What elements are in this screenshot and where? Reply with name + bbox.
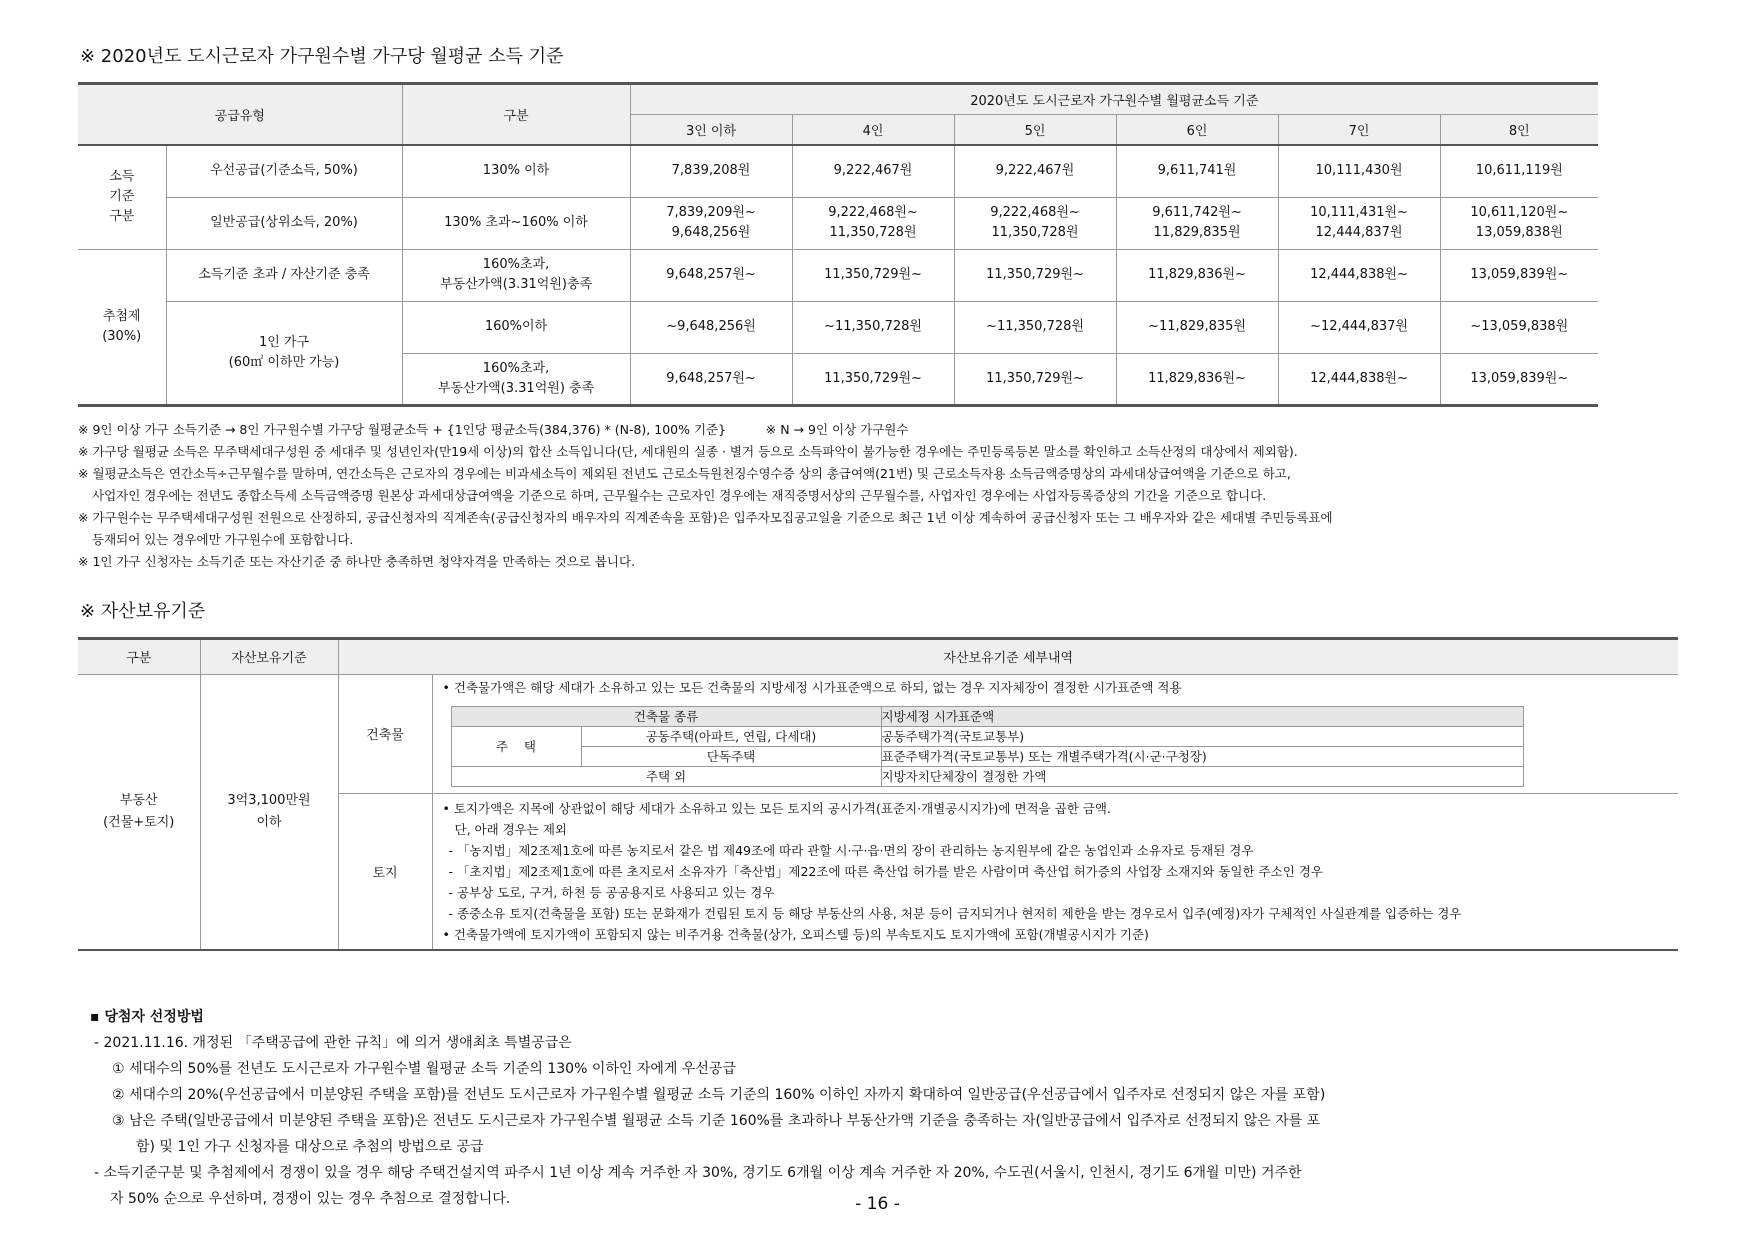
land-line: - 「농지법」제2조제1호에 따른 농지로서 같은 법 제49조에 따라 관할 시·구·읍·면의 장이 관리하는 농지원부에 같은 농업인과 소유자로 등재된 경우 [448, 842, 1254, 858]
note-line: ※ 월평균소득은 연간소득÷근무월수를 말하며, 연간소득은 근로자의 경우에는 비과세소득이 제외된 전년도 근로소득원천징수영수증 상의 총급여액(21번) 및 근로소득자용 소득금액증명상의 과세대상급여액을 기준으로 하고, [78, 465, 1291, 481]
cell-value: ~11,350,728원 [954, 301, 1116, 353]
note-line: 사업자인 경우에는 전년도 종합소득세 소득금액증명 원본상 과세대상급여액을 기준으로 하며, 근무월수는 근로자인 경우에는 재직증명서상의 근무월수를, 사업자인 경우에는 사업자등록증상의 기간을 기준으로 합니다. [92, 487, 1267, 503]
winner-line: 함) 및 1인 가구 신청자를 대상으로 추첨의 방법으로 공급 [136, 1139, 484, 1155]
winner-line: - 2021.11.16. 개정된 「주택공급에 관한 규칙」에 의거 생애최초 특별공급은 [94, 1035, 572, 1051]
cell-value: 11,350,729원~ [954, 249, 1116, 301]
cell-value: 13,059,839원~ [1440, 249, 1598, 301]
header-col-4: 4인 [792, 115, 954, 146]
land-line: • 토지가액은 지목에 상관없이 해당 세대가 소유하고 있는 모든 토지의 공시가격(표준지·개별공시지가)에 면적을 곱한 금액. [442, 800, 1111, 816]
inner-cell: 지방자치단체장이 결정한 가액 [881, 766, 1523, 786]
winner-title: ▪ 당첨자 선정방법 [90, 1009, 204, 1025]
cell-value: 9,222,467원 [954, 145, 1116, 197]
inner-cell: 표준주택가격(국토교통부) 또는 개별주택가격(시·군·구청장) [881, 746, 1523, 766]
cell-value: 9,222,468원~ 11,350,728원 [954, 197, 1116, 249]
inner-cell: 공동주택가격(국토교통부) [881, 726, 1523, 746]
row-type: 우선공급(기준소득, 50%) [166, 145, 402, 197]
building-desc: • 건축물가액은 해당 세대가 소유하고 있는 모든 건축물의 지방세정 시가표준액으로 하되, 없는 경우 지자체장이 결정한 시가표준액 적용 [442, 679, 1182, 695]
cell-value: 12,444,838원~ [1278, 249, 1440, 301]
winner-line: ① 세대수의 50%를 전년도 도시근로자 가구원수별 월평균 소득 기준의 130% 이하인 자에게 우선공급 [112, 1061, 736, 1077]
cell-value: 12,444,838원~ [1278, 353, 1440, 405]
cell-value: 11,829,836원~ [1116, 249, 1278, 301]
building-type-table [451, 706, 1524, 787]
cell-value: 11,350,729원~ [792, 249, 954, 301]
cell-value: 7,839,209원~ 9,648,256원 [630, 197, 792, 249]
cell-value: 9,611,742원~ 11,829,835원 [1116, 197, 1278, 249]
cell-value: 11,350,729원~ [792, 353, 954, 405]
cell-value: 11,829,836원~ [1116, 353, 1278, 405]
cell-value: 7,839,208원 [630, 145, 792, 197]
winner-line: 자 50% 순으로 우선하며, 경쟁이 있는 경우 추첨으로 결정합니다. [110, 1191, 511, 1207]
inner-house-label: 주 택 [451, 726, 581, 766]
table-row [78, 197, 1598, 249]
header-supply-type: 공급유형 [78, 84, 402, 146]
header-col-6: 6인 [1116, 115, 1278, 146]
header-col-5: 5인 [954, 115, 1116, 146]
cell-value: 9,611,741원 [1116, 145, 1278, 197]
building-label: 건축물 [338, 674, 432, 793]
cell-value: 10,111,431원~ 12,444,837원 [1278, 197, 1440, 249]
inner-cell: 단독주택 [581, 746, 881, 766]
land-line: - 「초지법」제2조제1호에 따른 초지로서 소유자가「축산법」제22조에 따른 축산업 허가를 받은 사람이며 축산업 허가증의 사업장 소재지와 동일한 주소인 경우 [448, 863, 1323, 879]
cell-value: 9,648,257원~ [630, 249, 792, 301]
page [78, 44, 1678, 951]
asset-category: 부동산 (건물+토지) [78, 674, 200, 950]
winner-line: ② 세대수의 20%(우선공급에서 미분양된 주택을 포함)를 전년도 도시근로자 가구원수별 월평균 소득 기준의 160% 이하인 자까지 확대하여 일반공급(우선공급에서 입주자로 선정되지 않은 자를 포함) [112, 1087, 1326, 1103]
inner-cell: 공동주택(아파트, 연립, 다세대) [581, 726, 881, 746]
winner-line: ③ 남은 주택(일반공급에서 미분양된 주택을 포함)은 전년도 도시근로자 가구원수별 월평균 소득 기준 160%를 초과하나 부동산가액 기준을 충족하는 자(일반공급에서 입주자로 선정되지 않은 자를 포 [112, 1113, 1321, 1129]
lottery-group-label: 추첨제 (30%) [78, 249, 166, 405]
asset-header-category: 구분 [78, 638, 200, 674]
row-type: 일반공급(상위소득, 20%) [166, 197, 402, 249]
cell-value: 13,059,839원~ [1440, 353, 1598, 405]
cell-value: 9,222,468원~ 11,350,728원 [792, 197, 954, 249]
inner-head-value: 지방세정 시가표준액 [881, 706, 1523, 726]
cell-value: ~9,648,256원 [630, 301, 792, 353]
income-table [78, 82, 1598, 407]
table-row [78, 249, 1598, 301]
land-label: 토지 [338, 793, 432, 950]
page-number: - 16 - [855, 1194, 900, 1214]
asset-header-standard: 자산보유기준 [200, 638, 338, 674]
note-line: ※ 가구당 월평균 소득은 무주택세대구성원 중 세대주 및 성년인자(만19세 이상)의 합산 소득입니다(단, 세대원의 실종 · 별거 등으로 소득파악이 불가능한 경우에는 주민등록등본 말소를 확인하고 소득산정의 대상에서 제외함). [78, 443, 1298, 459]
cell-value: 10,611,119원 [1440, 145, 1598, 197]
land-line: 단, 아래 경우는 제외 [454, 821, 567, 837]
cell-value: 10,611,120원~ 13,059,838원 [1440, 197, 1598, 249]
note-line: 등재되어 있는 경우에만 가구원수에 포함합니다. [92, 531, 354, 547]
income-notes [78, 419, 1678, 573]
asset-standard: 3억3,100만원 이하 [200, 674, 338, 950]
note-line: ※ 1인 가구 신청자는 소득기준 또는 자산기준 중 하나만 충족하면 청약자격을 만족하는 것으로 봅니다. [78, 553, 636, 569]
row-category: 160%초과, 부동산가액(3.31억원)충족 [402, 249, 630, 301]
cell-value: ~11,350,728원 [792, 301, 954, 353]
row-type: 소득기준 초과 / 자산기준 충족 [166, 249, 402, 301]
cell-value: ~13,059,838원 [1440, 301, 1598, 353]
building-detail [432, 674, 1678, 793]
winner-section [90, 1004, 1325, 1212]
cell-value: 9,648,257원~ [630, 353, 792, 405]
asset-section-title: ※ 자산보유기준 [80, 600, 206, 622]
cell-value: 9,222,467원 [792, 145, 954, 197]
cell-value: 11,350,729원~ [954, 353, 1116, 405]
asset-header-detail: 자산보유기준 세부내역 [338, 638, 1678, 674]
table-row [78, 145, 1598, 197]
row-category: 130% 초과~160% 이하 [402, 197, 630, 249]
income-group-label: 소득 기준 구분 [78, 145, 166, 249]
cell-value: 10,111,430원 [1278, 145, 1440, 197]
row-type: 1인 가구 (60㎡ 이하만 가능) [166, 301, 402, 405]
note-line: ※ 가구원수는 무주택세대구성원 전원으로 산정하되, 공급신청자의 직계존속(공급신청자의 배우자의 직계존속을 포함)은 입주자모집공고일을 기준으로 최근 1년 이상 계속하여 공급신청자 또는 그 배우자와 같은 세대별 주민등록표에 [78, 509, 1333, 525]
row-category: 160%초과, 부동산가액(3.31억원) 충족 [402, 353, 630, 405]
cell-value: ~12,444,837원 [1278, 301, 1440, 353]
winner-line: - 소득기준구분 및 추첨제에서 경쟁이 있을 경우 해당 주택건설지역 파주시 1년 이상 계속 거주한 자 30%, 경기도 6개월 이상 계속 거주한 자 20%, 수도권(서울시, 인천시, 경기도 6개월 미만) 거주한 [94, 1165, 1302, 1181]
land-line: - 공부상 도로, 구거, 하천 등 공공용지로 사용되고 있는 경우 [448, 884, 775, 900]
table-row [78, 301, 1598, 353]
land-line: - 종중소유 토지(건축물을 포함) 또는 문화재가 건립된 토지 등 해당 부동산의 사용, 처분 등이 금지되거나 현저히 제한을 받는 경우로서 입주(예정)자가 구체적인 사실관계를 입증하는 경우 [448, 905, 1462, 921]
header-col-8: 8인 [1440, 115, 1598, 146]
header-col-7: 7인 [1278, 115, 1440, 146]
land-detail [432, 793, 1678, 950]
inner-cell: 주택 외 [451, 766, 881, 786]
header-col-3: 3인 이하 [630, 115, 792, 146]
asset-table [78, 637, 1678, 951]
cell-value: ~11,829,835원 [1116, 301, 1278, 353]
income-section-title: ※ 2020년도 도시근로자 가구원수별 가구당 월평균 소득 기준 [80, 46, 564, 67]
header-category: 구분 [402, 84, 630, 146]
note-line: ※ 9인 이상 가구 소득기준 → 8인 가구원수별 가구당 월평균소득 + {1인당 평균소득(384,376) * (N-8), 100% 기준} ※ N → 9인 이상 가구원수 [78, 421, 909, 437]
land-line: • 건축물가액에 토지가액이 포함되지 않는 비주거용 건축물(상가, 오피스텔 등)의 부속토지도 토지가액에 포함(개별공시지가 기준) [442, 926, 1149, 942]
row-category: 130% 이하 [402, 145, 630, 197]
header-income-group: 2020년도 도시근로자 가구원수별 월평균소득 기준 [630, 84, 1598, 115]
inner-head-type: 건축물 종류 [451, 706, 881, 726]
row-category: 160%이하 [402, 301, 630, 353]
